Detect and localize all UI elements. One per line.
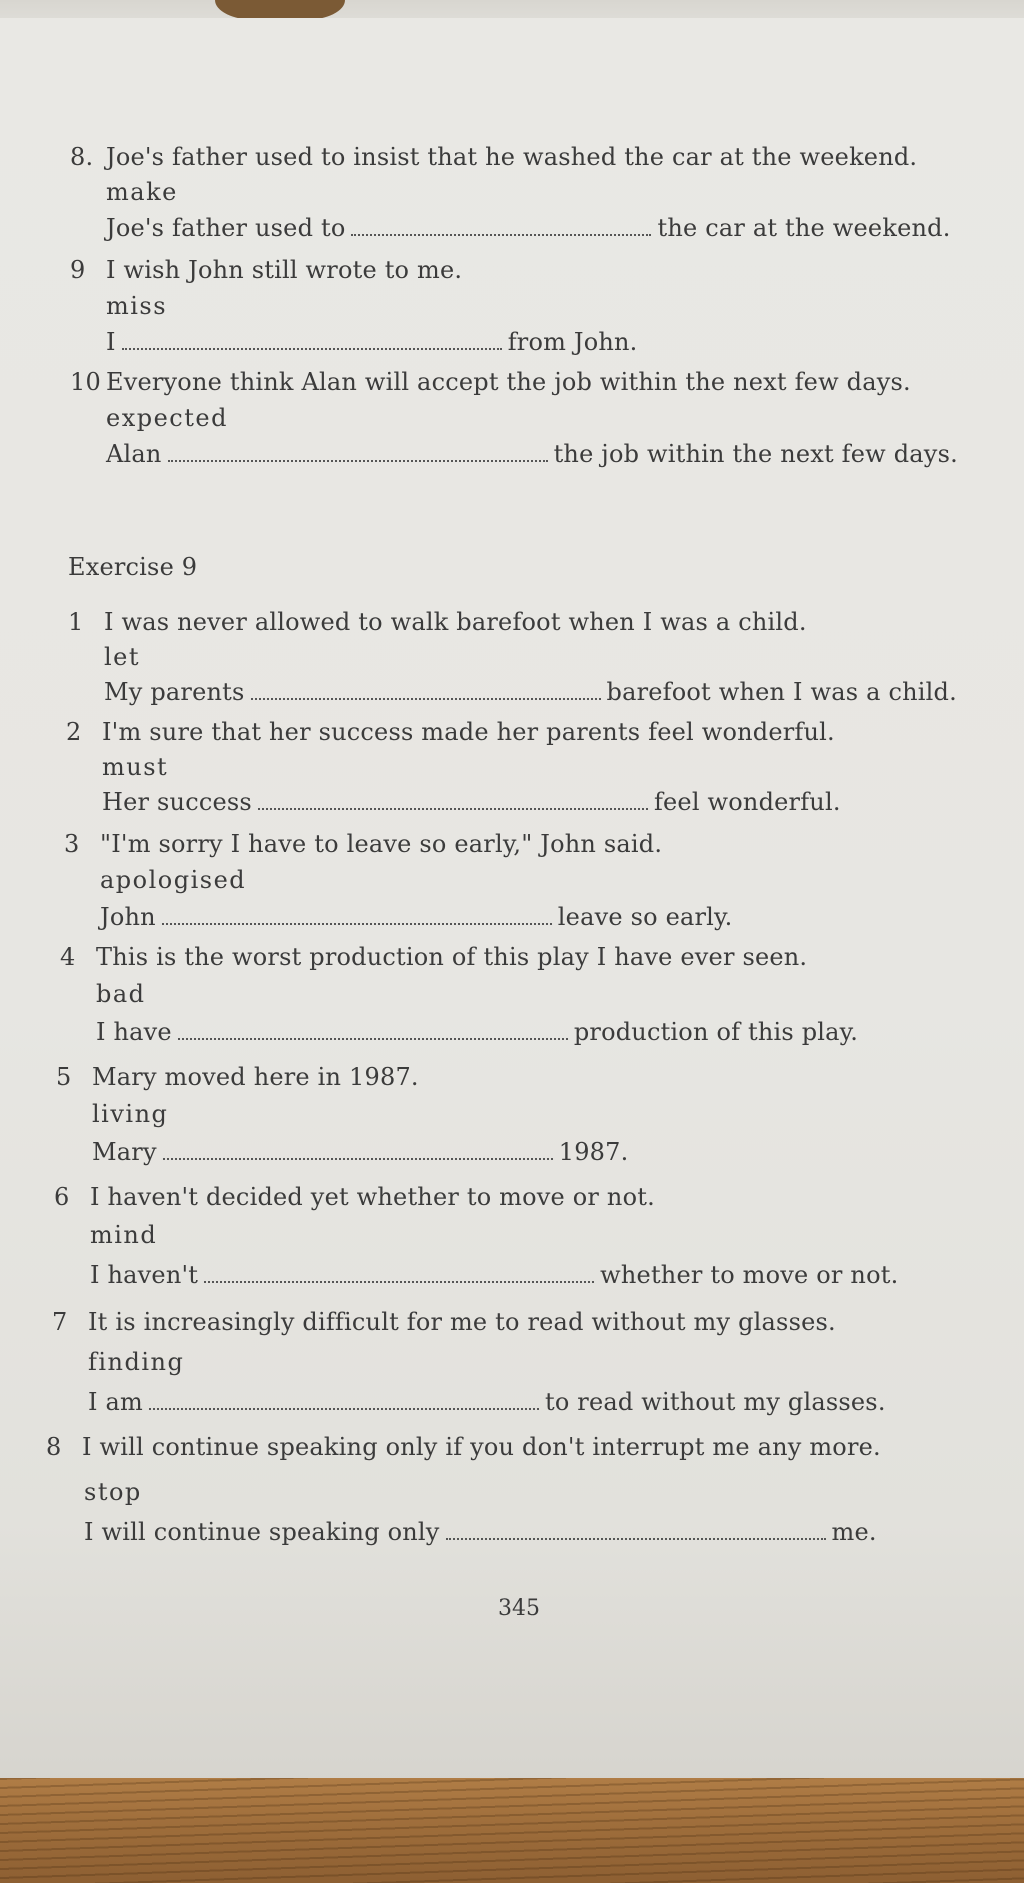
item-answer-line: John leave so early. — [100, 903, 733, 931]
item-keyword: finding — [88, 1348, 185, 1376]
item-sentence: 2 I'm sure that her success made her parents feel wonderful. — [66, 718, 835, 746]
item-keyword: living — [92, 1100, 169, 1128]
item-sentence: 3 "I'm sorry I have to leave so early," John said. — [64, 830, 663, 858]
item-answer-line: I have production of this play. — [96, 1018, 859, 1046]
item-sentence: 9 I wish John still wrote to me. — [70, 256, 463, 284]
item-keyword: let — [104, 643, 141, 671]
book-page — [0, 18, 1024, 1788]
answer-blank[interactable] — [251, 694, 601, 700]
item-sentence: 8 I will continue speaking only if you don't interrupt me any more. — [46, 1433, 881, 1461]
answer-blank[interactable] — [204, 1277, 594, 1283]
page-number: 345 — [498, 1596, 540, 1621]
item-sentence: 1 I was never allowed to walk barefoot when I was a child. — [68, 608, 807, 636]
item-keyword: mind — [90, 1221, 158, 1249]
item-keyword: apologised — [100, 866, 247, 894]
answer-blank[interactable] — [163, 1154, 553, 1160]
answer-blank[interactable] — [178, 1034, 568, 1040]
item-keyword: stop — [84, 1478, 142, 1506]
answer-blank[interactable] — [162, 919, 552, 925]
item-sentence: 8. Joe's father used to insist that he washed the car at the weekend. — [70, 143, 918, 171]
table-edge-top — [215, 0, 345, 20]
item-answer-line: Mary 1987. — [92, 1138, 629, 1166]
item-sentence: 4 This is the worst production of this play I have ever seen. — [60, 943, 808, 971]
item-answer-line: I am to read without my glasses. — [88, 1388, 886, 1416]
answer-blank[interactable] — [258, 804, 648, 810]
item-answer-line: Her success feel wonderful. — [102, 788, 841, 816]
item-answer-line: Joe's father used to the car at the weekend. — [106, 214, 951, 242]
item-answer-line: I will continue speaking only me. — [84, 1518, 877, 1546]
item-answer-line: I from John. — [106, 328, 638, 356]
answer-blank[interactable] — [168, 456, 548, 462]
item-answer-line: My parents barefoot when I was a child. — [104, 678, 957, 706]
item-sentence: 6 I haven't decided yet whether to move or not. — [54, 1183, 655, 1211]
exercise-title: Exercise 9 — [68, 553, 198, 581]
item-keyword: must — [102, 753, 169, 781]
answer-blank[interactable] — [149, 1404, 539, 1410]
item-keyword: expected — [106, 404, 228, 432]
answer-blank[interactable] — [351, 230, 651, 236]
item-keyword: make — [106, 178, 178, 206]
item-answer-line: Alan the job within the next few days. — [106, 440, 958, 468]
item-sentence: 10 Everyone think Alan will accept the job within the next few days. — [70, 368, 911, 396]
item-answer-line: I haven't whether to move or not. — [90, 1261, 899, 1289]
item-sentence: 5 Mary moved here in 1987. — [56, 1063, 419, 1091]
item-keyword: miss — [106, 292, 168, 320]
table-edge-bottom — [0, 1778, 1024, 1883]
item-keyword: bad — [96, 980, 146, 1008]
answer-blank[interactable] — [122, 344, 502, 350]
answer-blank[interactable] — [446, 1534, 826, 1540]
item-sentence: 7 It is increasingly difficult for me to read without my glasses. — [52, 1308, 836, 1336]
